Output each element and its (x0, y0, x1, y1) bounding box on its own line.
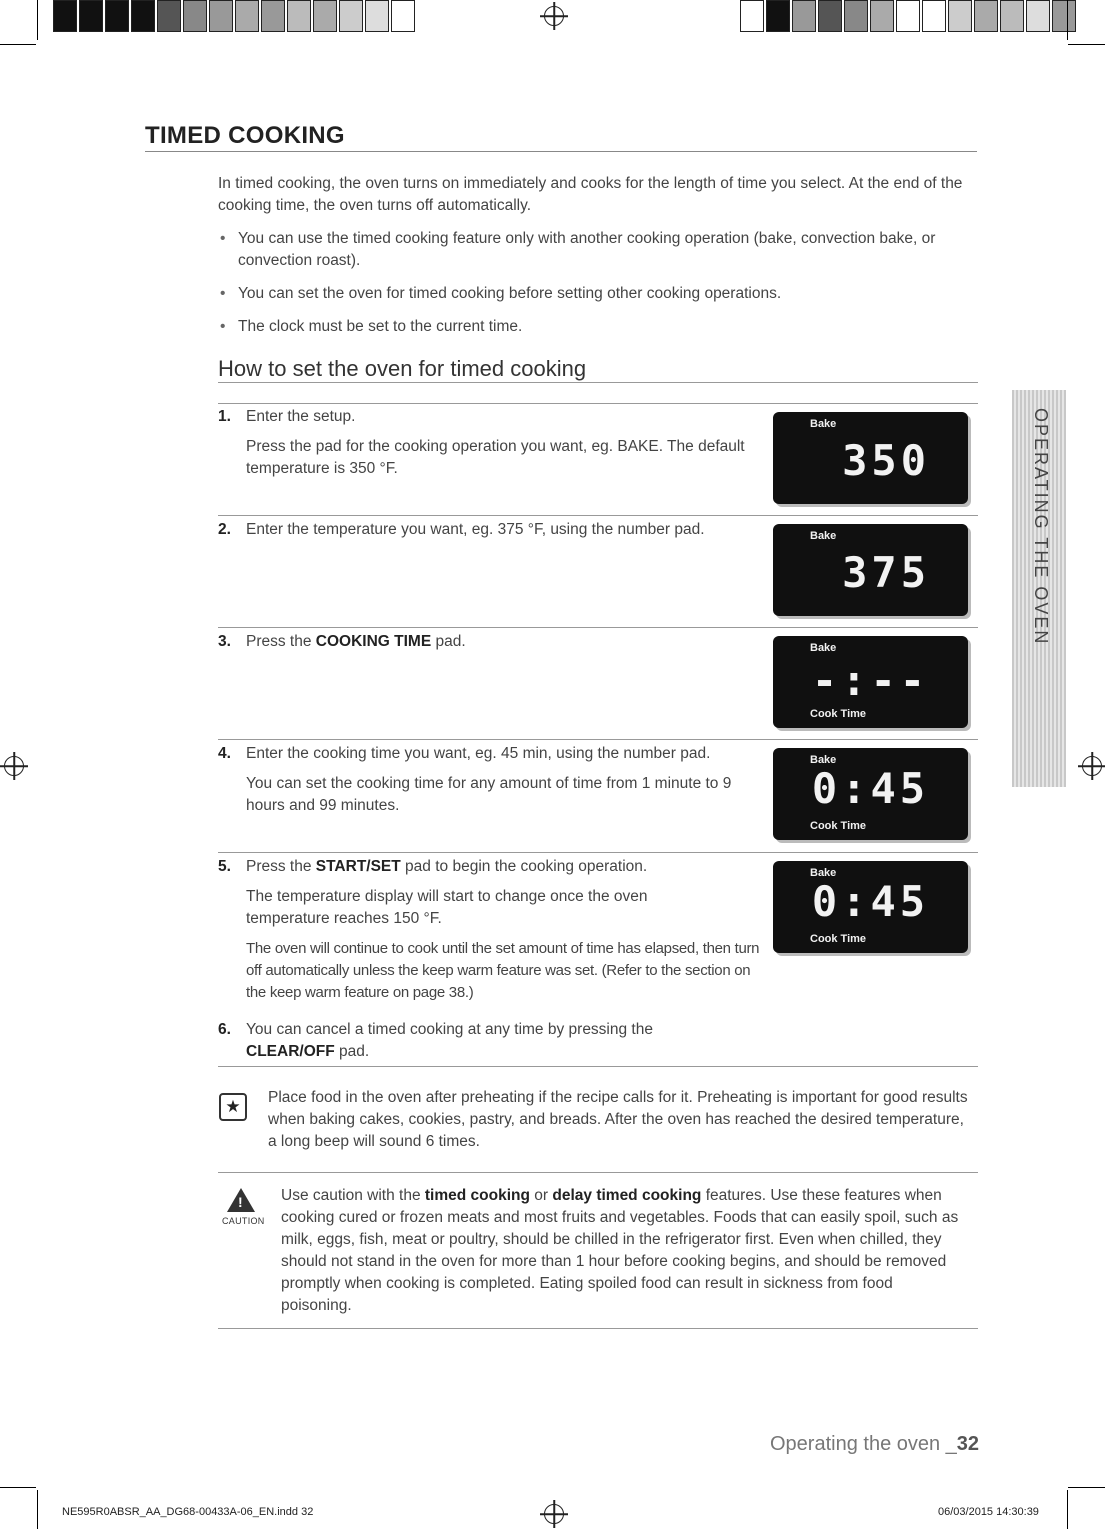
print-slug-file: NE595R0ABSR_AA_DG68-00433A-06_EN.indd 32 (62, 1506, 314, 1518)
step-divider (218, 403, 978, 404)
section-divider (218, 382, 978, 383)
display-cook-time-label: Cook Time (810, 708, 867, 720)
display-digits: 0:45 (811, 877, 930, 926)
step-1 (218, 406, 763, 488)
pad-name: COOKING TIME (315, 633, 432, 650)
registration-mark-left-icon (4, 756, 24, 776)
page-number: 32 (956, 1433, 980, 1455)
pad-name: START/SET (315, 858, 401, 875)
step-detail: Press the pad for the cooking operation you want, eg. BAKE. The default temperature is 350 °F. (246, 438, 745, 477)
display-digits: 0:45 (811, 764, 930, 813)
registration-mark-right-icon (1082, 756, 1102, 776)
bullet-list (218, 228, 978, 349)
page-footer (770, 1433, 979, 1456)
step-text-part: You can cancel a timed cooking at any time by pressing the (246, 1021, 653, 1038)
chapter-side-label: OPERATING THE OVEN (1031, 408, 1051, 646)
crop-mark (37, 0, 38, 40)
step-number: 6. (218, 1021, 231, 1038)
step-3 (218, 631, 763, 661)
step-divider (218, 627, 978, 628)
title-divider (145, 151, 977, 152)
step-text-part: Press the (246, 858, 316, 875)
display-cook-time-label: Cook Time (810, 820, 867, 832)
step-text-part: pad. (334, 1043, 370, 1060)
list-item: • You can set the oven for timed cooking before setting other cooking operations. (218, 283, 978, 305)
crop-mark (37, 1490, 38, 1529)
step-number: 4. (218, 745, 231, 762)
step-text: Enter the temperature you want, eg. 375 °F, using the number pad. (246, 521, 705, 538)
caution-emphasis: timed cooking (424, 1187, 530, 1204)
step-text: Enter the setup. (246, 408, 356, 425)
list-item: • The clock must be set to the current time. (218, 316, 978, 338)
note-text: Place food in the oven after preheating if the recipe calls for it. Preheating is important for good results when baking cakes, cookies, pastry, and breads. After the oven has reached the desired temperature, a long beep will sound 6 times. (268, 1089, 968, 1150)
crop-mark (1067, 1490, 1068, 1529)
oven-display-1 (773, 412, 968, 504)
step-text (246, 1019, 716, 1063)
step-number: 5. (218, 858, 231, 875)
caution-text-part: or (529, 1187, 553, 1204)
crop-mark (0, 1487, 36, 1488)
caution-text-part: features. Use these features when cooking cured or frozen meats and most fruits and vegetables. Foods that can easily spoil, such as milk, eggs, fish, meat or poultry, should be chilled in the refrigerator first. Even when chilled, they should not stand in the oven for more than 1 hour before cooking begins, and should be removed promptly when cooking is completed. Eating spoiled food can result in sickness from food poisoning. (281, 1187, 959, 1314)
note-star-icon: ★ (219, 1093, 247, 1121)
registration-bar-right (740, 0, 1078, 32)
step-number: 2. (218, 521, 231, 538)
step-2 (218, 519, 763, 549)
pad-name: CLEAR/OFF (246, 1043, 335, 1060)
oven-display-2 (773, 524, 968, 616)
page-title: TIMED COOKING (145, 122, 345, 149)
crop-mark (1068, 44, 1105, 45)
step-6 (218, 1019, 763, 1071)
step-divider (218, 852, 978, 853)
step-number: 3. (218, 633, 231, 650)
step-text (246, 631, 763, 653)
crop-mark (1068, 1487, 1105, 1488)
registration-bar-left (53, 0, 417, 32)
step-text: Enter the cooking time you want, eg. 45 min, using the number pad. (246, 745, 711, 762)
display-digits: -:-- (811, 656, 930, 705)
display-mode-label: Bake (810, 418, 837, 430)
print-slug-date: 06/03/2015 14:30:39 (938, 1506, 1039, 1518)
display-mode-label: Bake (810, 530, 837, 542)
caution-text (281, 1185, 961, 1317)
step-5 (218, 856, 763, 1012)
step-text (246, 856, 763, 878)
display-mode-label: Bake (810, 642, 837, 654)
oven-display-3 (773, 636, 968, 728)
caution-triangle-icon (227, 1188, 255, 1212)
intro-paragraph: In timed cooking, the oven turns on immediately and cooks for the length of time you select. At the end of the cooking time, the oven turns off automatically. (218, 175, 963, 214)
step-divider (218, 739, 978, 740)
crop-mark (0, 44, 36, 45)
footer-label: Operating the oven _ (770, 1433, 957, 1455)
step-divider (218, 515, 978, 516)
step-detail: The temperature display will start to change once the oven temperature reaches 150 °F. (246, 888, 648, 927)
crop-mark (1067, 0, 1068, 40)
caution-emphasis: delay timed cooking (552, 1187, 702, 1204)
step-detail: You can set the cooking time for any amount of time from 1 minute to 9 hours and 99 minutes. (246, 775, 732, 814)
display-digits: 350 (842, 436, 930, 485)
registration-mark-bottom-icon (544, 1504, 564, 1524)
display-mode-label: Bake (810, 867, 837, 879)
registration-mark-top-icon (544, 6, 564, 26)
step-detail: The oven will continue to cook until the set amount of time has elapsed, then turn off automatically unless the keep warm feature was set. (Refer to the section on the keep warm feature on page 38.) (246, 940, 760, 1001)
step-4 (218, 743, 763, 825)
oven-display-5 (773, 861, 968, 953)
caution-text-part: Use caution with the (281, 1187, 425, 1204)
oven-display-4 (773, 748, 968, 840)
step-number: 1. (218, 408, 231, 425)
section-title: How to set the oven for timed cooking (218, 356, 587, 381)
display-mode-label: Bake (810, 754, 837, 766)
display-cook-time-label: Cook Time (810, 933, 867, 945)
step-text-part: pad to begin the cooking operation. (400, 858, 648, 875)
display-digits: 375 (842, 548, 930, 597)
list-item: • You can use the timed cooking feature only with another cooking operation (bake, convection bake, or convection roast). (218, 228, 978, 272)
step-text-part: Press the (246, 633, 316, 650)
caution-label: CAUTION (222, 1216, 265, 1226)
step-text-part: pad. (431, 633, 466, 650)
